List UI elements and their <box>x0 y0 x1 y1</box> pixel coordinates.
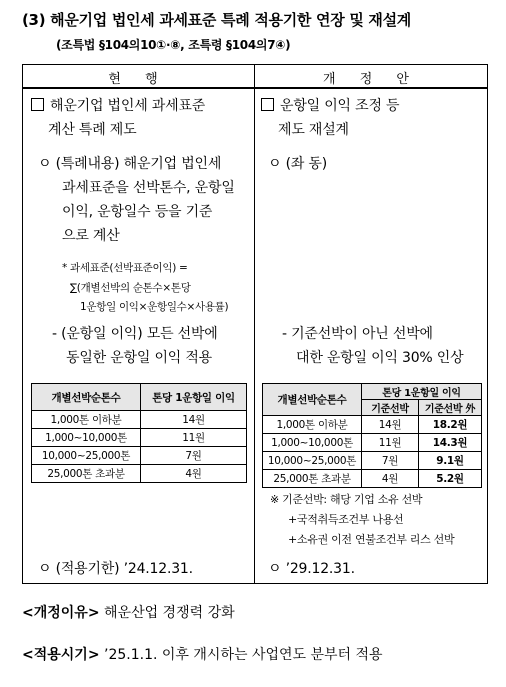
header-divider <box>22 87 488 89</box>
current-bullet-line3: 이익, 운항일수 등을 기준 <box>62 204 213 220</box>
effective-date <box>22 644 383 664</box>
table-cell: 1,000~10,000톤 <box>32 429 141 447</box>
current-dash-line2: 동일한 운항일 이익 적용 <box>66 350 212 366</box>
table-cell: 7원 <box>362 452 419 470</box>
revision-reason <box>22 602 235 622</box>
table-row <box>263 416 482 434</box>
current-box-title-line2: 계산 특례 제도 <box>48 122 137 138</box>
header-current: 현 행 <box>108 72 168 87</box>
table-cell: 14.3원 <box>419 434 482 452</box>
current-rate-table <box>31 383 247 483</box>
table-row <box>32 429 247 447</box>
current-deadline: ㅇ (적용기한) ’24.12.31. <box>38 561 193 577</box>
table-cell: 11원 <box>362 434 419 452</box>
table-cell: 1,000~10,000톤 <box>263 434 362 452</box>
revised-box-title <box>261 94 399 118</box>
current-bullet-line1: ㅇ (특례내용) 해운기업 법인세 <box>38 156 222 172</box>
table-cell: 4원 <box>362 470 419 488</box>
current-dash-line1: - (운항일 이익) 모든 선박에 <box>52 326 218 342</box>
table-cell: 10,000~25,000톤 <box>263 452 362 470</box>
table-row <box>32 447 247 465</box>
table-cell: 10,000~25,000톤 <box>32 447 141 465</box>
table-header: 톤당 1운항일 이익 <box>362 384 482 400</box>
revised-note-line1: ※ 기준선박: 해당 기업 소유 선박 <box>270 493 423 506</box>
table-header: 개별선박순톤수 <box>263 384 362 416</box>
table-row <box>263 434 482 452</box>
current-bullet-line4: 으로 계산 <box>62 228 120 244</box>
table-row <box>263 452 482 470</box>
formula-line1: * 과세표준(선박표준이익) = <box>62 262 188 274</box>
table-header: 기준선박 外 <box>419 400 482 416</box>
reason-label: <개정이유> <box>22 605 100 621</box>
formula-line3: 1운항일 이익×운항일수×사용률) <box>80 301 229 313</box>
revised-deadline: ㅇ ’29.12.31. <box>268 561 355 577</box>
current-box-title-line1: 해운기업 법인세 과세표준 <box>50 98 206 114</box>
table-cell: 14원 <box>141 411 247 429</box>
table-row <box>32 465 247 483</box>
revised-dash-line1: - 기준선박이 아닌 선박에 <box>282 326 433 342</box>
table-header: 개별선박순톤수 <box>32 384 141 411</box>
checkbox-icon <box>31 98 44 111</box>
timing-text: ’25.1.1. 이후 개시하는 사업연도 분부터 적용 <box>104 647 383 663</box>
table-cell: 1,000톤 이하분 <box>32 411 141 429</box>
reason-text: 해운산업 경쟁력 강화 <box>104 605 235 621</box>
table-cell: 9.1원 <box>419 452 482 470</box>
revised-note-line3: +소유권 이전 연불조건부 리스 선박 <box>288 533 455 546</box>
column-divider <box>254 64 255 584</box>
current-bullet-line2: 과세표준을 선박톤수, 운항일 <box>62 180 235 196</box>
revised-box-title-line2: 제도 재설계 <box>278 122 349 138</box>
table-header: 기준선박 <box>362 400 419 416</box>
revised-dash-line2: 대한 운항일 이익 30% 인상 <box>296 350 464 366</box>
table-cell: 11원 <box>141 429 247 447</box>
table-cell: 18.2원 <box>419 416 482 434</box>
table-row <box>263 470 482 488</box>
current-box-title <box>31 94 205 118</box>
table-header: 톤당 1운항일 이익 <box>141 384 247 411</box>
table-cell: 25,000톤 초과분 <box>263 470 362 488</box>
table-cell: 7원 <box>141 447 247 465</box>
table-cell: 1,000톤 이하분 <box>263 416 362 434</box>
table-cell: 5.2원 <box>419 470 482 488</box>
legal-reference: (조특법 §104의10①·⑧, 조특령 §104의7④) <box>56 38 291 52</box>
table-row <box>32 411 247 429</box>
page-title: (3) 해운기업 법인세 과세표준 특례 적용기한 연장 및 재설계 <box>22 11 411 29</box>
header-revised: 개 정 안 <box>323 72 419 87</box>
table-cell: 4원 <box>141 465 247 483</box>
formula-line2: ∑(개별선박의 순톤수×톤당 <box>70 282 191 294</box>
revised-note-line2: +국적취득조건부 나용선 <box>288 513 404 526</box>
timing-label: <적용시기> <box>22 647 100 663</box>
revised-rate-table <box>262 383 482 488</box>
checkbox-icon <box>261 98 274 111</box>
revised-bullet: ㅇ (좌 동) <box>268 156 327 172</box>
revised-box-title-line1: 운항일 이익 조정 등 <box>280 98 400 114</box>
table-cell: 25,000톤 초과분 <box>32 465 141 483</box>
table-cell: 14원 <box>362 416 419 434</box>
